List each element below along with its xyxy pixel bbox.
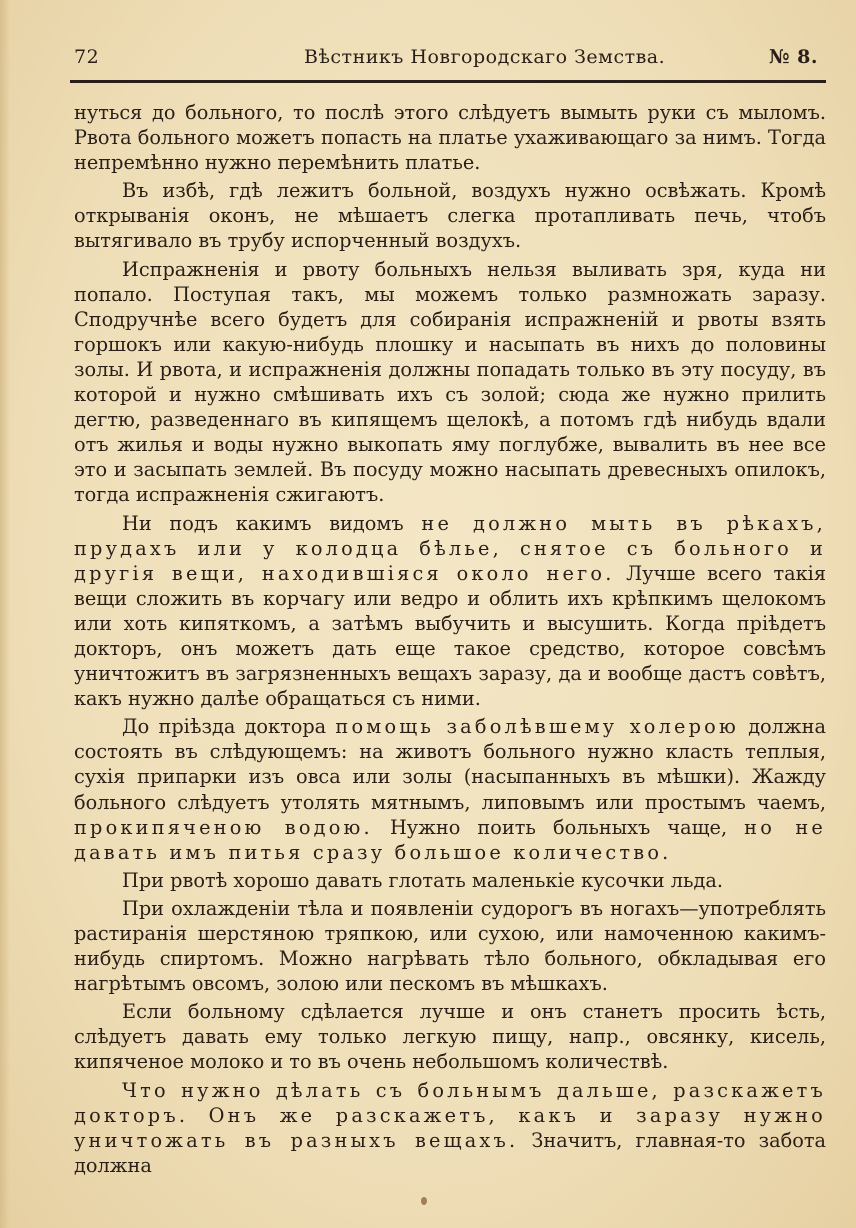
paragraph-6: При рвотѣ хорошо давать глотать маленькіе кусочки льда. <box>122 868 723 892</box>
paragraph-5-intro: До пріѣзда доктора <box>122 715 327 739</box>
paragraph-3: Испражненія и рвоту больныхъ нельзя выливать зря, куда ни попало. Поступая такъ, мы можемъ только размножать заразу. Сподручнѣе всего будетъ для собиранія испражненій и рвоты взять горшокъ или какую-нибудь плошку и насыпать въ нихъ до половины золы. И рвота, и испражненія должны попадать только въ эту посуду, въ которой и нужно смѣшивать ихъ съ золой; сюда же нужно прилить дегтю, разведеннаго въ кипящемъ щелокѣ, а потомъ гдѣ нибудь вдали отъ жилья и воды нужно выкопать яму поглубже, вывалить въ нее все это и засыпать землей. Въ посуду можно насыпать древесныхъ опилокъ, тогда испражненія сжигаютъ. <box>74 257 826 507</box>
paragraph-5 <box>74 714 826 865</box>
paragraph-5-emphasis: помощь заболѣвшему холерою <box>335 715 739 739</box>
page-edge-shadow <box>0 0 10 1228</box>
paragraph-2: Въ избѣ, гдѣ лежитъ больной, воздухъ нужно освѣжать. Кромѣ открыванія оконъ, не мѣшаетъ слегка протапливать печь, чтобъ вытягивало въ трубу испорченный воздухъ. <box>74 179 826 253</box>
paragraph-5-emphasis-3: но не давать имъ питья сразу большое количество. <box>74 815 826 864</box>
paragraph-1: нуться до больного, то послѣ этого слѣдуетъ вымыть руки съ мыломъ. Рвота больного можетъ попасть на платье ухаживающаго за нимъ. Тогда непремѣнно нужно перемѣнить платье. <box>74 101 826 175</box>
ink-blot <box>421 1197 427 1205</box>
paragraph-5-advice: Нужно поить больныхъ чаще, <box>389 815 728 839</box>
paragraph-5-emphasis-2: прокипяченою водою. <box>74 815 373 839</box>
paragraph-4-emphasis: не должно мыть въ рѣкахъ, прудахъ или у колодца бѣлье, снятое съ больного и другія вещи, находившіяся около него. <box>74 511 826 585</box>
issue-number: № 8. <box>768 46 818 68</box>
paragraph-9-rest: Значитъ, главная-то забота должна <box>74 1128 826 1177</box>
paragraph-8: Если больному сдѣлается лучше и онъ станетъ просить ѣсть, слѣдуетъ давать ему только легкую пищу, напр., овсянку, кисель, кипяченое молоко и то въ очень небольшомъ количествѣ. <box>74 1000 826 1074</box>
header-rule <box>70 80 826 83</box>
running-header <box>74 46 826 76</box>
paragraph-9 <box>74 1078 826 1178</box>
paragraph-5-body: должна состоять въ слѣдующемъ: на животъ больного нужно класть теплыя, сухія припарки изъ овса или золы (насыпанныхъ въ мѣшки). Жажду больного слѣдуетъ утолять мятнымъ, липовымъ или простымъ чаемъ, <box>74 715 826 814</box>
body-text <box>74 100 826 1181</box>
journal-title: Вѣстникъ Новгородскаго Земства. <box>304 46 666 68</box>
paragraph-9-emphasis: Что нужно дѣлать съ больнымъ дальше, разскажетъ докторъ. Онъ же разскажетъ, какъ и заразу нужно уничтожать въ разныхъ вещахъ. <box>74 1078 826 1152</box>
page-number: 72 <box>74 46 100 68</box>
paragraph-7: При охлажденіи тѣла и появленіи судорогъ въ ногахъ—употреблять растиранія шерстяною тряпкою, или сухою, или намоченною какимъ-нибудь спиртомъ. Можно нагрѣвать тѣло больного, обкладывая его нагрѣтымъ овсомъ, золою или пескомъ въ мѣшкахъ. <box>74 896 826 996</box>
paragraph-4-rest: Лучше всего такія вещи сложить въ корчагу или ведро и облить ихъ крѣпкимъ щелокомъ или хоть кипяткомъ, а затѣмъ выбучить и высушить. Когда пріѣдетъ докторъ, онъ можетъ дать еще такое средство, которое совсѣмъ уничтожитъ въ загрязненныхъ вещахъ заразу, да и вообще дастъ совѣтъ, какъ нужно далѣе обращаться съ ними. <box>74 561 826 711</box>
paragraph-4 <box>74 511 826 712</box>
paragraph-4-intro: Ни подъ какимъ видомъ <box>122 511 404 535</box>
